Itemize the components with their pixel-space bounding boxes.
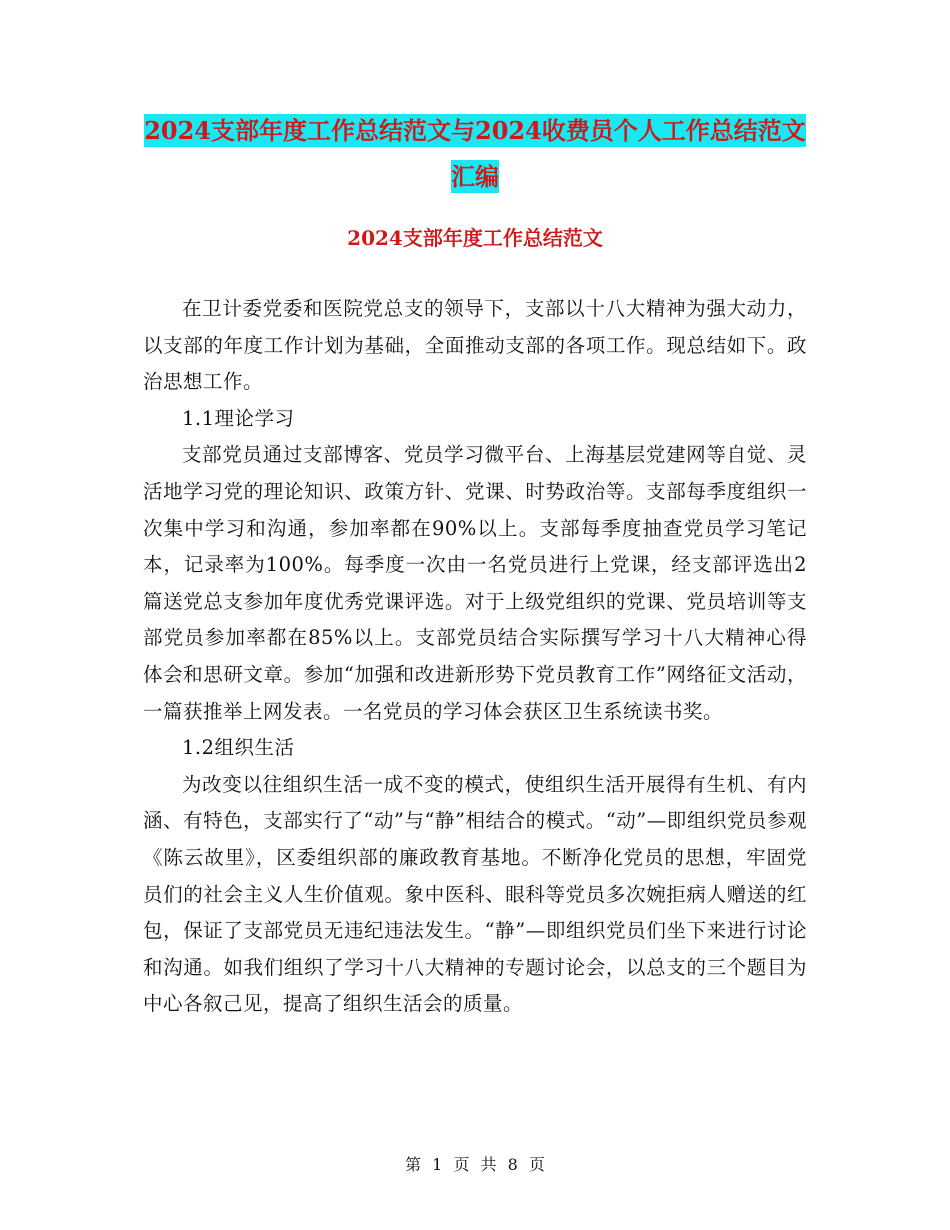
document-title-text: 2024支部年度工作总结范文与2024收费员个人工作总结范文汇编 bbox=[144, 116, 806, 191]
paragraph-intro: 在卫计委党委和医院党总支的领导下，支部以十八大精神为强大动力，以支部的年度工作计划为基础，全面推动支部的各项工作。现总结如下。政治思想工作。 bbox=[143, 297, 807, 394]
document-body bbox=[143, 291, 807, 1023]
subheading-theory-study: 1.1理论学习 bbox=[182, 406, 295, 430]
subheading-organization-life: 1.2组织生活 bbox=[182, 736, 295, 760]
paragraph-theory-study: 支部党员通过支部博客、党员学习微平台、上海基层党建网等自觉、灵活地学习党的理论知识、政策方针、党课、时势政治等。支部每季度组织一次集中学习和沟通，参加率都在90%以上。支部每季度抽查党员学习笔记本，记录率为100%。每季度一次由一名党员进行上党课，经支部评选出2篇送党总支参加年度优秀党课评选。对于上级党组织的党课、党员培训等支部党员参加率都在85%以上。支部党员结合实际撰写学习十八大精神心得体会和思研文章。参加“加强和改进新形势下党员教育工作”网络征文活动，一篇获推举上网发表。一名党员的学习体会获区卫生系统读书奖。 bbox=[143, 443, 807, 723]
section-title: 2024支部年度工作总结范文 bbox=[347, 226, 603, 250]
document-title bbox=[140, 108, 810, 200]
paragraph-organization-life: 为改变以往组织生活一成不变的模式，使组织生活开展得有生机、有内涵、有特色，支部实行了“动”与“静”相结合的模式。“动”—即组织党员参观《陈云故里》，区委组织部的廉政教育基地。不断净化党员的思想，牢固党员们的社会主义人生价值观。象中医科、眼科等党员多次婉拒病人赠送的红包，保证了支部党员无违纪违法发生。“静”—即组织党员们坐下来进行讨论和沟通。如我们组织了学习十八大精神的专题讨论会，以总支的三个题目为中心各叙己见，提高了组织生活会的质量。 bbox=[143, 772, 807, 1016]
page-footer: 第 1 页 共 8 页 bbox=[405, 1155, 545, 1174]
